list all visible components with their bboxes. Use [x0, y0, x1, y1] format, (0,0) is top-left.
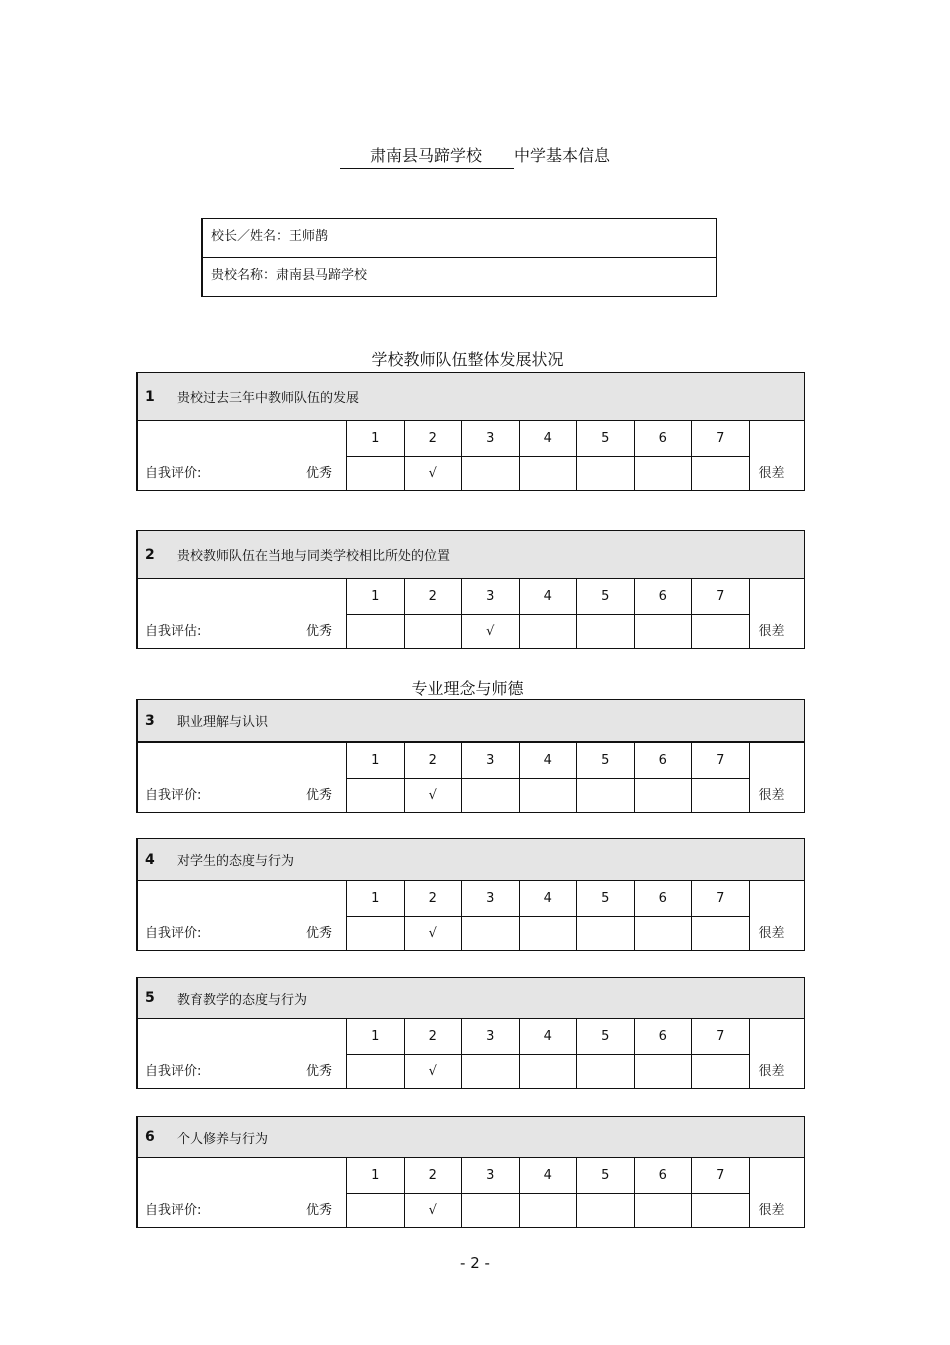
worst-label: 很差 — [758, 466, 785, 481]
rating-cell[interactable] — [519, 1055, 577, 1088]
scale-number: 3 — [461, 1019, 519, 1055]
item-number: 2 — [145, 546, 155, 563]
best-label: 优秀 — [305, 1064, 332, 1079]
rating-cell[interactable] — [519, 615, 577, 648]
rating-cell[interactable] — [634, 457, 692, 490]
scale-number: 7 — [691, 1158, 749, 1194]
rating-item-5 — [136, 977, 805, 1089]
best-label: 优秀 — [305, 624, 332, 639]
school-name-underlined: 肃南县马蹄学校 — [340, 143, 514, 169]
scale-number: 5 — [576, 421, 634, 457]
checkmark: √ — [428, 466, 437, 481]
scale-number: 6 — [634, 1019, 692, 1055]
rating-cell[interactable] — [346, 779, 404, 812]
eval-label-cell — [138, 421, 346, 490]
item-header — [138, 839, 804, 881]
best-label: 优秀 — [305, 466, 332, 481]
scale-number: 5 — [576, 743, 634, 779]
item-title: 教育教学的态度与行为 — [177, 992, 308, 1008]
rating-cell[interactable] — [691, 457, 749, 490]
checkmark: √ — [428, 1203, 437, 1218]
rating-cell[interactable] — [404, 917, 462, 950]
item-number: 1 — [145, 388, 155, 405]
title-suffix: 中学基本信息 — [514, 146, 611, 165]
worst-label: 很差 — [758, 1203, 785, 1218]
item-header — [138, 700, 804, 743]
rating-cell[interactable] — [519, 779, 577, 812]
item-title: 职业理解与认识 — [177, 715, 269, 730]
item-number: 6 — [145, 1129, 155, 1145]
rating-cell[interactable] — [461, 457, 519, 490]
rating-cell[interactable] — [634, 779, 692, 812]
rating-cell[interactable] — [576, 917, 634, 950]
item-number: 5 — [145, 990, 155, 1006]
scale-number: 5 — [576, 1158, 634, 1194]
scale-number: 7 — [691, 743, 749, 779]
item-number: 4 — [145, 851, 155, 868]
rating-cell[interactable] — [461, 615, 519, 648]
scale-number: 6 — [634, 881, 692, 917]
rating-cell[interactable] — [691, 1194, 749, 1227]
item-number: 3 — [145, 712, 155, 729]
scale-number: 1 — [346, 743, 404, 779]
scale-number: 4 — [519, 1019, 577, 1055]
rating-scale — [138, 743, 804, 812]
rating-cell[interactable] — [461, 1055, 519, 1088]
rating-cell[interactable] — [461, 917, 519, 950]
rating-cell[interactable] — [576, 1055, 634, 1088]
rating-cell[interactable] — [691, 779, 749, 812]
rating-cell[interactable] — [576, 1194, 634, 1227]
scale-number: 1 — [346, 579, 404, 615]
checkmark: √ — [428, 1064, 437, 1079]
rating-cell[interactable] — [404, 1194, 462, 1227]
worst-label-cell — [749, 881, 805, 950]
scale-number: 4 — [519, 1158, 577, 1194]
rating-cell[interactable] — [519, 1194, 577, 1227]
rating-item-3 — [136, 699, 805, 813]
rating-item-4 — [136, 838, 805, 951]
page-title — [0, 143, 950, 169]
rating-cell[interactable] — [346, 1194, 404, 1227]
rating-cell[interactable] — [576, 457, 634, 490]
eval-label: 自我评估: — [145, 624, 202, 639]
rating-scale — [138, 1158, 804, 1227]
rating-cell[interactable] — [404, 1055, 462, 1088]
worst-label: 很差 — [758, 1064, 785, 1079]
rating-scale — [138, 421, 804, 490]
scale-number: 1 — [346, 1019, 404, 1055]
rating-cell[interactable] — [404, 615, 462, 648]
item-header — [138, 1117, 804, 1158]
rating-cell[interactable] — [346, 457, 404, 490]
rating-scale — [138, 1019, 804, 1088]
basic-info-table — [201, 218, 717, 297]
checkmark: √ — [428, 926, 437, 941]
school-name-row: 贵校名称：肃南县马蹄学校 — [203, 257, 716, 296]
eval-label-cell — [138, 881, 346, 950]
rating-cell[interactable] — [346, 615, 404, 648]
item-title: 对学生的态度与行为 — [177, 854, 295, 869]
scale-number: 1 — [346, 881, 404, 917]
scale-number: 7 — [691, 881, 749, 917]
scale-number: 4 — [519, 421, 577, 457]
scale-number: 3 — [461, 881, 519, 917]
section-title-1: 学校教师队伍整体发展状况 — [371, 350, 564, 369]
rating-cell[interactable] — [691, 917, 749, 950]
scale-number: 2 — [404, 881, 462, 917]
rating-item-1 — [136, 372, 805, 491]
rating-cell[interactable] — [576, 779, 634, 812]
rating-scale — [138, 579, 804, 648]
item-header — [138, 373, 804, 421]
best-label: 优秀 — [305, 926, 332, 941]
scale-number: 5 — [576, 1019, 634, 1055]
scale-number: 3 — [461, 1158, 519, 1194]
scale-number: 1 — [346, 421, 404, 457]
item-header — [138, 531, 804, 579]
worst-label-cell — [749, 1158, 805, 1227]
scale-number: 2 — [404, 1158, 462, 1194]
worst-label-cell — [749, 421, 805, 490]
eval-label: 自我评价: — [145, 466, 202, 481]
rating-item-2 — [136, 530, 805, 649]
rating-cell[interactable] — [346, 1055, 404, 1088]
best-label: 优秀 — [305, 1203, 332, 1218]
rating-cell[interactable] — [576, 615, 634, 648]
eval-label-cell — [138, 579, 346, 648]
worst-label-cell — [749, 579, 805, 648]
eval-label: 自我评价: — [145, 788, 202, 803]
rating-cell[interactable] — [634, 917, 692, 950]
scale-number: 6 — [634, 579, 692, 615]
scale-number: 7 — [691, 421, 749, 457]
eval-label: 自我评价: — [145, 1064, 202, 1079]
worst-label-cell — [749, 1019, 805, 1088]
item-title: 贵校教师队伍在当地与同类学校相比所处的位置 — [177, 549, 451, 564]
rating-cell[interactable] — [634, 1194, 692, 1227]
rating-cell[interactable] — [519, 917, 577, 950]
scale-number: 3 — [461, 579, 519, 615]
scale-number: 5 — [576, 881, 634, 917]
rating-cell[interactable] — [691, 1055, 749, 1088]
scale-number: 7 — [691, 579, 749, 615]
rating-item-6 — [136, 1116, 805, 1228]
scale-number: 3 — [461, 421, 519, 457]
rating-cell[interactable] — [404, 779, 462, 812]
best-label: 优秀 — [305, 788, 332, 803]
scale-number: 4 — [519, 579, 577, 615]
scale-number: 2 — [404, 743, 462, 779]
worst-label: 很差 — [758, 624, 785, 639]
checkmark: √ — [486, 624, 495, 639]
scale-number: 4 — [519, 881, 577, 917]
scale-number: 6 — [634, 421, 692, 457]
scale-number: 6 — [634, 743, 692, 779]
rating-cell[interactable] — [691, 615, 749, 648]
scale-number: 5 — [576, 579, 634, 615]
rating-cell[interactable] — [404, 457, 462, 490]
eval-label-cell — [138, 1019, 346, 1088]
eval-label-cell — [138, 1158, 346, 1227]
scale-number: 4 — [519, 743, 577, 779]
rating-cell[interactable] — [634, 615, 692, 648]
rating-cell[interactable] — [461, 779, 519, 812]
scale-number: 2 — [404, 1019, 462, 1055]
scale-number: 2 — [404, 579, 462, 615]
item-title: 贵校过去三年中教师队伍的发展 — [177, 391, 360, 406]
item-header — [138, 978, 804, 1019]
worst-label: 很差 — [758, 926, 785, 941]
item-title: 个人修养与行为 — [177, 1131, 269, 1147]
section-title-2: 专业理念与师德 — [411, 679, 524, 698]
eval-label-cell — [138, 743, 346, 812]
scale-number: 2 — [404, 421, 462, 457]
eval-label: 自我评价: — [145, 926, 202, 941]
checkmark: √ — [428, 788, 437, 803]
scale-number: 3 — [461, 743, 519, 779]
worst-label: 很差 — [758, 788, 785, 803]
scale-number: 6 — [634, 1158, 692, 1194]
rating-cell[interactable] — [634, 1055, 692, 1088]
worst-label-cell — [749, 743, 805, 812]
rating-cell[interactable] — [519, 457, 577, 490]
page-number: - 2 - — [460, 1254, 490, 1272]
scale-number: 1 — [346, 1158, 404, 1194]
rating-cell[interactable] — [346, 917, 404, 950]
eval-label: 自我评价: — [145, 1203, 202, 1218]
rating-cell[interactable] — [461, 1194, 519, 1227]
principal-row: 校长／姓名：王师鹊 — [211, 229, 329, 244]
scale-number: 7 — [691, 1019, 749, 1055]
rating-scale — [138, 881, 804, 950]
